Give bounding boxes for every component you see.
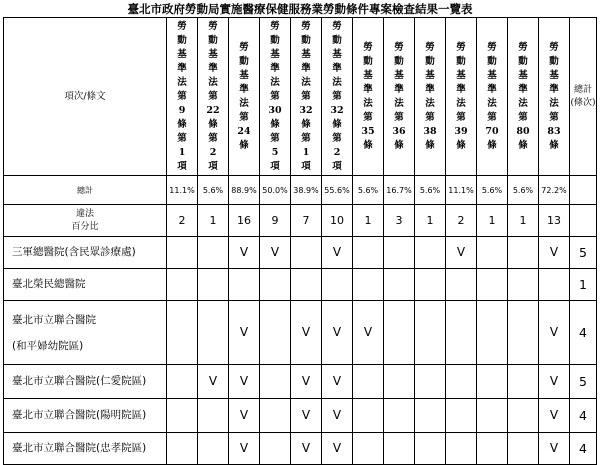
count-total-cell bbox=[570, 205, 597, 237]
facility-name-line-2: (和平婦幼院區) bbox=[12, 339, 84, 352]
article-header-char: 基 bbox=[456, 69, 466, 81]
count-cell: 16 bbox=[229, 205, 260, 237]
violation-mark-cell bbox=[353, 365, 384, 399]
violation-mark-cell bbox=[508, 365, 539, 399]
article-header bbox=[198, 18, 229, 176]
article-header-char: 2 bbox=[333, 146, 341, 158]
article-header-char: 準 bbox=[363, 83, 373, 95]
article-header-char: 第 bbox=[332, 90, 342, 102]
article-header bbox=[167, 18, 198, 176]
article-header-char: 準 bbox=[270, 62, 280, 74]
article-header-char: 基 bbox=[301, 48, 311, 60]
count-cell: 10 bbox=[322, 205, 353, 237]
facility-name bbox=[4, 365, 167, 399]
facility-name-line-1: 臺北市立聯合醫院(仁愛院區) bbox=[12, 375, 147, 387]
article-header-char: 法 bbox=[363, 97, 373, 109]
article-header-char: 第 bbox=[301, 90, 311, 102]
facility-name bbox=[4, 237, 167, 269]
article-header bbox=[477, 18, 508, 176]
page-title: 臺北市政府勞動局實施醫療保健服務業勞動條件專案檢查結果一覽表 bbox=[127, 2, 473, 16]
article-header-char: 項 bbox=[270, 160, 280, 172]
violation-mark-cell: V bbox=[291, 399, 322, 433]
violation-mark-cell: V bbox=[291, 301, 322, 365]
article-header-char: 70 bbox=[485, 125, 499, 137]
article-header-char: 準 bbox=[456, 83, 466, 95]
article-header bbox=[539, 18, 570, 176]
article-header-char: 條 bbox=[394, 139, 404, 151]
article-header-char: 32 bbox=[330, 104, 344, 116]
article-header-char: 基 bbox=[208, 48, 218, 60]
article-header-char: 動 bbox=[487, 55, 497, 67]
violation-mark-cell bbox=[167, 237, 198, 269]
violation-mark-cell: V bbox=[229, 237, 260, 269]
count-cell: 1 bbox=[415, 205, 446, 237]
article-header-char: 第 bbox=[456, 111, 466, 123]
violation-mark-cell bbox=[508, 433, 539, 465]
violation-mark-cell: V bbox=[539, 365, 570, 399]
article-header-char: 第 bbox=[332, 132, 342, 144]
violation-mark-cell bbox=[260, 399, 291, 433]
facility-name bbox=[4, 269, 167, 301]
pct-cell: 55.6% bbox=[322, 176, 353, 205]
violation-mark-cell bbox=[384, 237, 415, 269]
facility-name-line-1: 臺北榮民總醫院 bbox=[12, 278, 86, 290]
violation-mark-cell bbox=[353, 399, 384, 433]
row-total: 5 bbox=[570, 365, 597, 399]
violation-mark-cell: V bbox=[446, 237, 477, 269]
violation-mark-cell bbox=[291, 237, 322, 269]
article-header bbox=[508, 18, 539, 176]
article-header-char: 基 bbox=[239, 69, 249, 81]
count-cell: 3 bbox=[384, 205, 415, 237]
article-header bbox=[446, 18, 477, 176]
article-header-char: 法 bbox=[208, 76, 218, 88]
violation-mark-cell bbox=[260, 365, 291, 399]
article-header-char: 第 bbox=[425, 111, 435, 123]
article-header-char: 準 bbox=[487, 83, 497, 95]
violation-mark-cell bbox=[167, 301, 198, 365]
article-header-char: 條 bbox=[270, 118, 280, 130]
article-header-char: 基 bbox=[518, 69, 528, 81]
violation-mark-cell bbox=[477, 433, 508, 465]
article-header-char: 法 bbox=[518, 97, 528, 109]
violation-mark-cell bbox=[384, 399, 415, 433]
article-header-char: 動 bbox=[177, 34, 187, 46]
violation-mark-cell: V bbox=[322, 433, 353, 465]
article-header-char: 法 bbox=[239, 97, 249, 109]
article-header-char: 準 bbox=[394, 83, 404, 95]
article-header bbox=[322, 18, 353, 176]
violation-mark-cell bbox=[508, 301, 539, 365]
article-header-char: 第 bbox=[177, 132, 187, 144]
article-header-char: 勞 bbox=[549, 41, 559, 53]
violation-label bbox=[4, 205, 167, 237]
total-header bbox=[570, 18, 597, 176]
violation-mark-cell: V bbox=[229, 399, 260, 433]
article-header-char: 基 bbox=[425, 69, 435, 81]
article-header-char: 基 bbox=[394, 69, 404, 81]
article-header-char: 動 bbox=[549, 55, 559, 67]
article-header-char: 準 bbox=[239, 83, 249, 95]
article-header-char: 法 bbox=[332, 76, 342, 88]
violation-mark-cell: V bbox=[229, 365, 260, 399]
pct-cell: 11.1% bbox=[446, 176, 477, 205]
article-header-char: 條 bbox=[177, 118, 187, 130]
row-total: 4 bbox=[570, 433, 597, 465]
article-header-char: 法 bbox=[425, 97, 435, 109]
article-header-char: 條 bbox=[301, 118, 311, 130]
violation-mark-cell bbox=[291, 269, 322, 301]
row-total: 4 bbox=[570, 399, 597, 433]
violation-mark-cell: V bbox=[322, 301, 353, 365]
article-header-char: 第 bbox=[363, 111, 373, 123]
row-total: 5 bbox=[570, 237, 597, 269]
violation-mark-cell bbox=[508, 399, 539, 433]
article-header-char: 83 bbox=[547, 125, 561, 137]
violation-mark-cell: V bbox=[322, 237, 353, 269]
violation-mark-cell: V bbox=[539, 399, 570, 433]
violation-mark-cell bbox=[167, 399, 198, 433]
violation-mark-cell bbox=[477, 365, 508, 399]
violation-mark-cell bbox=[260, 301, 291, 365]
article-header-char: 第 bbox=[487, 111, 497, 123]
article-header-char: 動 bbox=[208, 34, 218, 46]
article-header-char: 動 bbox=[239, 55, 249, 67]
article-header-char: 38 bbox=[423, 125, 437, 137]
article-header-char: 準 bbox=[177, 62, 187, 74]
article-header-char: 法 bbox=[301, 76, 311, 88]
violation-mark-cell: V bbox=[229, 301, 260, 365]
total-header-line-2: (條次) bbox=[570, 97, 596, 108]
violation-mark-cell bbox=[446, 433, 477, 465]
article-header-char: 基 bbox=[487, 69, 497, 81]
violation-label-line-1: 違法 bbox=[75, 208, 94, 219]
count-cell: 1 bbox=[477, 205, 508, 237]
violation-mark-cell bbox=[167, 433, 198, 465]
violation-mark-cell bbox=[415, 301, 446, 365]
violation-mark-cell bbox=[198, 301, 229, 365]
violation-mark-cell bbox=[384, 433, 415, 465]
violation-mark-cell: V bbox=[291, 365, 322, 399]
violation-mark-cell bbox=[446, 399, 477, 433]
article-header-char: 勞 bbox=[456, 41, 466, 53]
count-cell: 1 bbox=[508, 205, 539, 237]
facility-name-line-1: 三軍總醫院(含民眾診療處) bbox=[12, 246, 136, 258]
violation-mark-cell: V bbox=[291, 433, 322, 465]
violation-mark-cell bbox=[198, 433, 229, 465]
article-header-char: 基 bbox=[549, 69, 559, 81]
article-header bbox=[415, 18, 446, 176]
violation-mark-cell bbox=[260, 269, 291, 301]
count-cell: 1 bbox=[353, 205, 384, 237]
inspection-results-table bbox=[3, 17, 597, 465]
facility-name bbox=[4, 301, 167, 365]
facility-name bbox=[4, 399, 167, 433]
violation-mark-cell: V bbox=[353, 301, 384, 365]
violation-mark-cell bbox=[508, 237, 539, 269]
article-header-char: 動 bbox=[301, 34, 311, 46]
violation-mark-cell bbox=[415, 433, 446, 465]
violation-mark-cell: V bbox=[229, 433, 260, 465]
article-header-char: 動 bbox=[425, 55, 435, 67]
article-header bbox=[291, 18, 322, 176]
article-header-char: 準 bbox=[425, 83, 435, 95]
pct-total-cell bbox=[570, 176, 597, 205]
article-header-char: 條 bbox=[487, 139, 497, 151]
article-header-char: 第 bbox=[208, 90, 218, 102]
violation-mark-cell bbox=[353, 237, 384, 269]
violation-mark-cell: V bbox=[539, 433, 570, 465]
count-row bbox=[4, 205, 597, 237]
article-header-char: 條 bbox=[332, 118, 342, 130]
count-cell: 7 bbox=[291, 205, 322, 237]
article-header-char: 第 bbox=[301, 132, 311, 144]
article-header-char: 基 bbox=[177, 48, 187, 60]
count-cell: 2 bbox=[167, 205, 198, 237]
pct-cell: 5.6% bbox=[353, 176, 384, 205]
violation-mark-cell: V bbox=[198, 365, 229, 399]
violation-mark-cell bbox=[415, 399, 446, 433]
pct-cell: 5.6% bbox=[477, 176, 508, 205]
article-header-char: 法 bbox=[456, 97, 466, 109]
violation-mark-cell bbox=[260, 433, 291, 465]
article-header-char: 勞 bbox=[239, 41, 249, 53]
article-header bbox=[260, 18, 291, 176]
article-header-char: 基 bbox=[363, 69, 373, 81]
article-header-char: 法 bbox=[270, 76, 280, 88]
header-row bbox=[4, 18, 597, 176]
article-header-char: 39 bbox=[454, 125, 468, 137]
article-header-char: 動 bbox=[363, 55, 373, 67]
article-header-char: 條 bbox=[208, 118, 218, 130]
violation-mark-cell: V bbox=[260, 237, 291, 269]
article-header-char: 勞 bbox=[332, 20, 342, 32]
article-header-char: 2 bbox=[209, 146, 217, 158]
violation-mark-cell: V bbox=[539, 301, 570, 365]
article-header bbox=[229, 18, 260, 176]
facility-name bbox=[4, 433, 167, 465]
violation-mark-cell bbox=[446, 301, 477, 365]
article-header-char: 勞 bbox=[518, 41, 528, 53]
article-header-char: 第 bbox=[208, 132, 218, 144]
facility-name-line-1: 臺北市立聯合醫院(忠孝院區) bbox=[12, 442, 147, 454]
count-cell: 1 bbox=[198, 205, 229, 237]
violation-mark-cell bbox=[415, 269, 446, 301]
article-header-char: 勞 bbox=[363, 41, 373, 53]
violation-label-line-2: 百分比 bbox=[71, 221, 99, 232]
article-header-char: 1 bbox=[178, 146, 186, 158]
pct-cell: 5.6% bbox=[198, 176, 229, 205]
article-header-char: 項 bbox=[177, 160, 187, 172]
article-header-char: 勞 bbox=[301, 20, 311, 32]
count-cell: 2 bbox=[446, 205, 477, 237]
article-header-char: 30 bbox=[268, 104, 282, 116]
article-header-char: 勞 bbox=[425, 41, 435, 53]
violation-mark-cell bbox=[322, 269, 353, 301]
violation-mark-cell bbox=[384, 365, 415, 399]
article-header-char: 基 bbox=[332, 48, 342, 60]
violation-mark-cell bbox=[167, 365, 198, 399]
pct-cell: 38.9% bbox=[291, 176, 322, 205]
violation-mark-cell bbox=[198, 237, 229, 269]
article-header-char: 24 bbox=[237, 125, 251, 137]
facility-row bbox=[4, 237, 597, 269]
article-header-char: 基 bbox=[270, 48, 280, 60]
facility-name-line-1: 臺北市立聯合醫院 bbox=[12, 313, 96, 326]
article-header-char: 項 bbox=[332, 160, 342, 172]
total-header-line-1: 總計 bbox=[573, 84, 592, 95]
article-header-char: 項 bbox=[301, 160, 311, 172]
pct-cell: 16.7% bbox=[384, 176, 415, 205]
article-header-char: 法 bbox=[394, 97, 404, 109]
article-header-char: 第 bbox=[518, 111, 528, 123]
article-header-char: 1 bbox=[302, 146, 310, 158]
facility-row bbox=[4, 365, 597, 399]
article-header bbox=[384, 18, 415, 176]
row-total: 1 bbox=[570, 269, 597, 301]
violation-mark-cell bbox=[353, 433, 384, 465]
facility-row bbox=[4, 301, 597, 365]
violation-mark-cell bbox=[508, 269, 539, 301]
pct-cell: 50.0% bbox=[260, 176, 291, 205]
article-header-char: 準 bbox=[332, 62, 342, 74]
article-header-char: 動 bbox=[332, 34, 342, 46]
violation-mark-cell bbox=[415, 237, 446, 269]
facility-row bbox=[4, 269, 597, 301]
article-header-char: 勞 bbox=[394, 41, 404, 53]
violation-mark-cell bbox=[415, 365, 446, 399]
count-cell: 9 bbox=[260, 205, 291, 237]
article-header-char: 法 bbox=[487, 97, 497, 109]
article-header-char: 動 bbox=[270, 34, 280, 46]
violation-mark-cell bbox=[446, 269, 477, 301]
article-header-char: 動 bbox=[456, 55, 466, 67]
facility-row bbox=[4, 399, 597, 433]
article-header-char: 80 bbox=[516, 125, 530, 137]
article-header-char: 勞 bbox=[487, 41, 497, 53]
article-header-char: 準 bbox=[301, 62, 311, 74]
article-header-char: 35 bbox=[361, 125, 375, 137]
row-total: 4 bbox=[570, 301, 597, 365]
article-header-char: 條 bbox=[518, 139, 528, 151]
article-header-char: 勞 bbox=[208, 20, 218, 32]
percentage-row bbox=[4, 176, 597, 205]
violation-mark-cell bbox=[384, 301, 415, 365]
article-header-char: 法 bbox=[177, 76, 187, 88]
violation-mark-cell bbox=[353, 269, 384, 301]
violation-mark-cell: V bbox=[539, 237, 570, 269]
article-header-char: 32 bbox=[299, 104, 313, 116]
violation-mark-cell bbox=[477, 237, 508, 269]
violation-mark-cell: V bbox=[322, 365, 353, 399]
article-header-char: 第 bbox=[270, 90, 280, 102]
article-header-char: 動 bbox=[518, 55, 528, 67]
article-header-char: 條 bbox=[456, 139, 466, 151]
violation-mark-cell: V bbox=[322, 399, 353, 433]
violation-mark-cell bbox=[477, 301, 508, 365]
article-header-char: 條 bbox=[549, 139, 559, 151]
article-header-char: 5 bbox=[271, 146, 279, 158]
violation-mark-cell bbox=[477, 399, 508, 433]
article-header-char: 第 bbox=[177, 90, 187, 102]
violation-mark-cell bbox=[229, 269, 260, 301]
article-header-char: 9 bbox=[178, 104, 186, 116]
article-header-char: 條 bbox=[363, 139, 373, 151]
violation-mark-cell bbox=[167, 269, 198, 301]
article-header-char: 第 bbox=[394, 111, 404, 123]
article-header-char: 22 bbox=[206, 104, 220, 116]
count-cell: 13 bbox=[539, 205, 570, 237]
facility-name-line-1: 臺北市立聯合醫院(陽明院區) bbox=[12, 409, 147, 421]
violation-mark-cell bbox=[539, 269, 570, 301]
violation-mark-cell bbox=[384, 269, 415, 301]
pct-cell: 88.9% bbox=[229, 176, 260, 205]
article-header bbox=[353, 18, 384, 176]
article-header-char: 36 bbox=[392, 125, 406, 137]
total-row-label: 總計 bbox=[4, 176, 167, 205]
article-header-char: 第 bbox=[549, 111, 559, 123]
violation-mark-cell bbox=[446, 365, 477, 399]
pct-cell: 11.1% bbox=[167, 176, 198, 205]
article-header-char: 準 bbox=[208, 62, 218, 74]
article-header-char: 條 bbox=[239, 139, 249, 151]
article-header-char: 動 bbox=[394, 55, 404, 67]
pct-cell: 5.6% bbox=[415, 176, 446, 205]
violation-mark-cell bbox=[198, 399, 229, 433]
violation-mark-cell bbox=[198, 269, 229, 301]
item-header: 項次/條文 bbox=[4, 18, 167, 176]
article-header-char: 勞 bbox=[270, 20, 280, 32]
facility-row bbox=[4, 433, 597, 465]
pct-cell: 5.6% bbox=[508, 176, 539, 205]
article-header-char: 條 bbox=[425, 139, 435, 151]
article-header-char: 法 bbox=[549, 97, 559, 109]
article-header-char: 準 bbox=[549, 83, 559, 95]
article-header-char: 第 bbox=[270, 132, 280, 144]
article-header-char: 第 bbox=[239, 111, 249, 123]
article-header-char: 勞 bbox=[177, 20, 187, 32]
article-header-char: 準 bbox=[518, 83, 528, 95]
violation-mark-cell bbox=[477, 269, 508, 301]
article-header-char: 項 bbox=[208, 160, 218, 172]
pct-cell: 72.2% bbox=[539, 176, 570, 205]
